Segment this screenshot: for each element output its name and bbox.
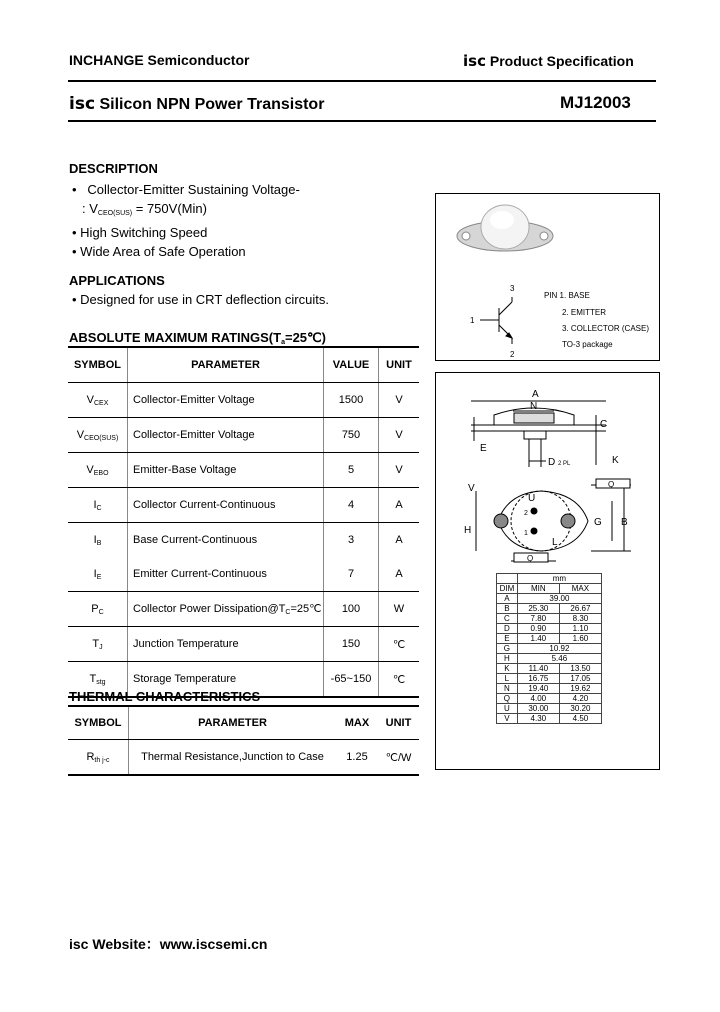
rating-unit: V xyxy=(379,418,420,453)
dim-label-d-note: 2 PL xyxy=(558,461,571,467)
dim-min: 30.00 xyxy=(517,704,559,714)
thermal-symbol-main: R xyxy=(86,750,95,763)
ratings-heading xyxy=(69,330,326,346)
table-row xyxy=(68,418,419,453)
cap-top xyxy=(514,413,554,423)
dim-col-dim: DIM xyxy=(497,584,518,594)
dim-nominal: 10.92 xyxy=(517,644,601,654)
dim-min: 0.90 xyxy=(517,624,559,634)
table-row xyxy=(497,684,602,694)
application-item: • Designed for use in CRT deflection circuits. xyxy=(72,292,329,307)
dim-letter: C xyxy=(497,614,518,624)
symbol-main: I xyxy=(93,533,97,546)
description-item-1: Collector-Emitter Sustaining Voltage- xyxy=(87,182,300,197)
table-row xyxy=(497,614,602,624)
symbol-main: T xyxy=(92,637,100,650)
rating-unit: W xyxy=(379,592,420,627)
symbol-sub: stg xyxy=(96,678,106,686)
table-row xyxy=(497,714,602,724)
dim-letter: L xyxy=(497,674,518,684)
dim-nominal: 39.00 xyxy=(517,594,601,604)
thermal-parameter: Thermal Resistance,Junction to Case xyxy=(129,740,337,775)
dimension-drawing xyxy=(436,373,659,573)
parameter-text: Storage Temperature xyxy=(133,673,237,685)
dim-max: 17.05 xyxy=(559,674,601,684)
header-rule-bottom xyxy=(68,120,656,122)
thermal-symbol xyxy=(68,740,129,775)
rating-unit: A xyxy=(379,523,420,558)
thermal-unit: ℃/W xyxy=(385,751,412,764)
list-item: • Collector-Emitter Sustaining Voltage- xyxy=(72,182,300,197)
symbol-sub: CEO(SUS) xyxy=(84,434,119,442)
description-list xyxy=(72,180,300,261)
dim-min: 11.40 xyxy=(517,664,559,674)
package-box xyxy=(435,193,660,361)
symbol-main: I xyxy=(93,498,97,511)
rating-symbol xyxy=(68,627,128,662)
dim-min: 1.40 xyxy=(517,634,559,644)
rating-unit: ℃ xyxy=(379,627,420,662)
parameter-text: Collector-Emitter Voltage xyxy=(133,429,255,441)
footer xyxy=(69,934,267,954)
dim-letter: G xyxy=(497,644,518,654)
rating-value: 5 xyxy=(324,453,379,488)
pin-desc-1: PIN 1. BASE xyxy=(544,291,590,300)
rating-unit: ℃ xyxy=(379,662,420,697)
company-name: INCHANGE Semiconductor xyxy=(69,52,250,68)
pin-desc-2: 2. EMITTER xyxy=(562,308,607,317)
dim-label-u: U xyxy=(528,493,536,504)
rating-symbol xyxy=(68,383,128,418)
pin-desc-3: 3. COLLECTOR (CASE) xyxy=(562,324,649,333)
thermal-header-row xyxy=(68,707,419,740)
pin-label-2: 2 xyxy=(510,350,515,359)
list-item xyxy=(72,199,300,223)
dim-unit: mm xyxy=(517,574,601,584)
rating-parameter xyxy=(128,592,324,627)
dim-letter: K xyxy=(497,664,518,674)
spec-prefix: isc xyxy=(463,52,486,70)
table-row xyxy=(68,627,419,662)
rating-symbol xyxy=(68,557,128,592)
ratings-header-row xyxy=(68,348,419,383)
parameter-text: Collector Current-Continuous xyxy=(133,499,276,511)
table-row xyxy=(497,604,602,614)
rating-parameter xyxy=(128,523,324,558)
title-text: Silicon NPN Power Transistor xyxy=(99,96,325,113)
transistor-symbol xyxy=(480,297,512,344)
dim-col-max: MAX xyxy=(559,584,601,594)
dim-letter: V xyxy=(497,714,518,724)
ratings-heading-sub: a xyxy=(281,339,285,346)
dim-max: 30.20 xyxy=(559,704,601,714)
description-item-3: Wide Area of Safe Operation xyxy=(80,244,246,259)
ratings-table xyxy=(68,348,419,696)
rating-value: 150 xyxy=(324,627,379,662)
thermal-col-symbol: SYMBOL xyxy=(68,707,129,740)
dim-label-q-top: Q xyxy=(608,480,615,489)
symbol-main: T xyxy=(89,672,97,685)
dim-min: 7.80 xyxy=(517,614,559,624)
application-item-text: Designed for use in CRT deflection circuits. xyxy=(80,292,329,307)
rating-parameter xyxy=(128,627,324,662)
symbol-sub: E xyxy=(96,573,102,581)
dim-label-k: K xyxy=(612,455,619,466)
dim-letter: H xyxy=(497,654,518,664)
rating-unit: A xyxy=(379,488,420,523)
dim-letter: A xyxy=(497,594,518,604)
rating-value: -65~150 xyxy=(324,662,379,697)
dim-max: 4.20 xyxy=(559,694,601,704)
dim-header-row xyxy=(497,584,602,594)
dim-min: 4.30 xyxy=(517,714,559,724)
table-row xyxy=(68,383,419,418)
dimensions-table xyxy=(496,573,602,724)
mount-hole-left xyxy=(494,514,508,528)
dim-label-l: L xyxy=(552,537,558,548)
col-parameter: PARAMETER xyxy=(128,348,324,383)
dimension-box xyxy=(435,372,660,770)
dim-label-c: C xyxy=(600,419,608,430)
rating-symbol xyxy=(68,592,128,627)
vceo-sub: CEO(SUS) xyxy=(97,210,133,217)
table-row xyxy=(497,654,602,664)
thermal-value: 1.25 xyxy=(346,751,368,763)
parameter-text: Collector Power Dissipation@T xyxy=(133,603,286,615)
dim-empty-cell xyxy=(497,574,518,584)
dim-label-n: N xyxy=(530,401,538,412)
pin-label-3: 3 xyxy=(510,284,515,293)
part-number: MJ12003 xyxy=(560,93,631,112)
dim-label-h: H xyxy=(464,525,472,536)
table-row xyxy=(68,740,419,775)
dim-max: 1.60 xyxy=(559,634,601,644)
symbol-sub: C xyxy=(96,504,102,512)
dim-letter: Q xyxy=(497,694,518,704)
rating-unit: V xyxy=(379,453,420,488)
rating-unit: V xyxy=(379,383,420,418)
parameter-text: Emitter Current-Continuous xyxy=(133,568,267,580)
header-rule-top xyxy=(68,80,656,82)
description-item-2: High Switching Speed xyxy=(80,225,208,240)
symbol-sub: B xyxy=(96,539,102,547)
thermal-heading: THERMAL CHARACTERISTICS xyxy=(69,689,261,704)
col-value: VALUE xyxy=(324,348,379,383)
dim-label-g: G xyxy=(594,517,602,528)
thermal-symbol-sub: th j-c xyxy=(94,756,110,764)
rating-unit: A xyxy=(379,557,420,592)
table-row xyxy=(497,704,602,714)
dim-min: 16.75 xyxy=(517,674,559,684)
rating-parameter xyxy=(128,383,324,418)
footer-label: isc Website： xyxy=(69,936,160,952)
spec-label-text: Product Specification xyxy=(489,53,634,69)
dim-nominal: 5.46 xyxy=(517,654,601,664)
package-illustration xyxy=(436,194,659,360)
parameter-text: Emitter-Base Voltage xyxy=(133,464,237,476)
table-row xyxy=(497,694,602,704)
symbol-main: V xyxy=(76,428,85,441)
rating-symbol xyxy=(68,488,128,523)
applications-heading: APPLICATIONS xyxy=(69,273,165,288)
dim-label-d: D xyxy=(548,457,556,468)
rating-value: 750 xyxy=(324,418,379,453)
table-row xyxy=(68,557,419,592)
mount-hole-right xyxy=(561,514,575,528)
rating-symbol xyxy=(68,418,128,453)
symbol-main: V xyxy=(86,463,94,476)
dim-max: 4.50 xyxy=(559,714,601,724)
table-row xyxy=(497,624,602,634)
dim-min: 25.30 xyxy=(517,604,559,614)
symbol-sub: C xyxy=(98,608,104,616)
dim-label-e: E xyxy=(480,443,487,454)
vceo-prefix: : V xyxy=(82,201,98,216)
dim-min: 4.00 xyxy=(517,694,559,704)
symbol-sub: EBO xyxy=(93,469,109,477)
thermal-table xyxy=(68,707,419,774)
dim-letter: E xyxy=(497,634,518,644)
symbol-main: P xyxy=(91,602,99,615)
parameter-suffix: =25℃ xyxy=(290,603,322,615)
rating-parameter xyxy=(128,418,324,453)
dim-letter: D xyxy=(497,624,518,634)
dim-letter: U xyxy=(497,704,518,714)
parameter-text: Collector-Emitter Voltage xyxy=(133,394,255,406)
dim-label-pin2: 2 xyxy=(524,510,528,517)
rating-symbol xyxy=(68,523,128,558)
dim-label-pin1: 1 xyxy=(524,530,528,537)
dim-label-a: A xyxy=(532,389,539,400)
dim-label-q-bottom: Q xyxy=(527,554,534,563)
to3-package-image xyxy=(457,205,553,251)
dim-label-b: B xyxy=(621,517,628,528)
footer-url[interactable]: www.iscsemi.cn xyxy=(159,936,268,952)
symbol-sub: CEX xyxy=(93,399,109,407)
col-unit: UNIT xyxy=(379,348,420,383)
rating-value: 7 xyxy=(324,557,379,592)
ratings-heading-suffix: =25℃) xyxy=(284,330,326,345)
rating-value: 4 xyxy=(324,488,379,523)
dim-letter: N xyxy=(497,684,518,694)
dim-max: 19.62 xyxy=(559,684,601,694)
ratings-heading-prefix: ABSOLUTE MAXIMUM RATINGS(T xyxy=(69,330,282,345)
dim-col-min: MIN xyxy=(517,584,559,594)
description-heading: DESCRIPTION xyxy=(69,161,158,176)
rating-parameter xyxy=(128,453,324,488)
symbol-main: I xyxy=(93,567,97,580)
dim-letter: B xyxy=(497,604,518,614)
vceo-value: = 750V(Min) xyxy=(132,201,207,216)
rating-value: 1500 xyxy=(324,383,379,418)
page-title xyxy=(69,94,324,114)
table-row xyxy=(68,453,419,488)
symbol-main: V xyxy=(86,393,94,406)
dim-min: 19.40 xyxy=(517,684,559,694)
thermal-col-unit: UNIT xyxy=(378,707,419,740)
dim-label-v: V xyxy=(468,483,475,494)
table-row xyxy=(497,634,602,644)
dim-max: 1.10 xyxy=(559,624,601,634)
parameter-text: Junction Temperature xyxy=(133,638,239,650)
ratings-table-wrap xyxy=(68,346,419,698)
thermal-col-parameter: PARAMETER xyxy=(129,707,337,740)
list-item: • Wide Area of Safe Operation xyxy=(72,244,246,259)
parameter-sub: C xyxy=(285,609,291,616)
pin-label-1: 1 xyxy=(470,316,475,325)
spec-label xyxy=(463,52,634,70)
list-item: • High Switching Speed xyxy=(72,225,208,240)
title-prefix: isc xyxy=(69,94,96,114)
rating-parameter xyxy=(128,557,324,592)
package-type: TO-3 package xyxy=(562,340,613,349)
table-row xyxy=(68,523,419,558)
table-row xyxy=(497,674,602,684)
dim-max: 8.30 xyxy=(559,614,601,624)
table-row xyxy=(68,592,419,627)
thermal-col-max: MAX xyxy=(336,707,378,740)
rating-parameter xyxy=(128,488,324,523)
table-row xyxy=(497,664,602,674)
table-row xyxy=(497,644,602,654)
col-symbol: SYMBOL xyxy=(68,348,128,383)
thermal-table-wrap xyxy=(68,705,419,776)
dim-max: 13.50 xyxy=(559,664,601,674)
table-row xyxy=(497,594,602,604)
rating-symbol xyxy=(68,453,128,488)
rating-value: 100 xyxy=(324,592,379,627)
table-row xyxy=(68,488,419,523)
rating-value: 3 xyxy=(324,523,379,558)
dim-unit-row xyxy=(497,574,602,584)
dim-max: 26.67 xyxy=(559,604,601,614)
parameter-text: Base Current-Continuous xyxy=(133,534,258,546)
symbol-sub: J xyxy=(99,643,103,651)
